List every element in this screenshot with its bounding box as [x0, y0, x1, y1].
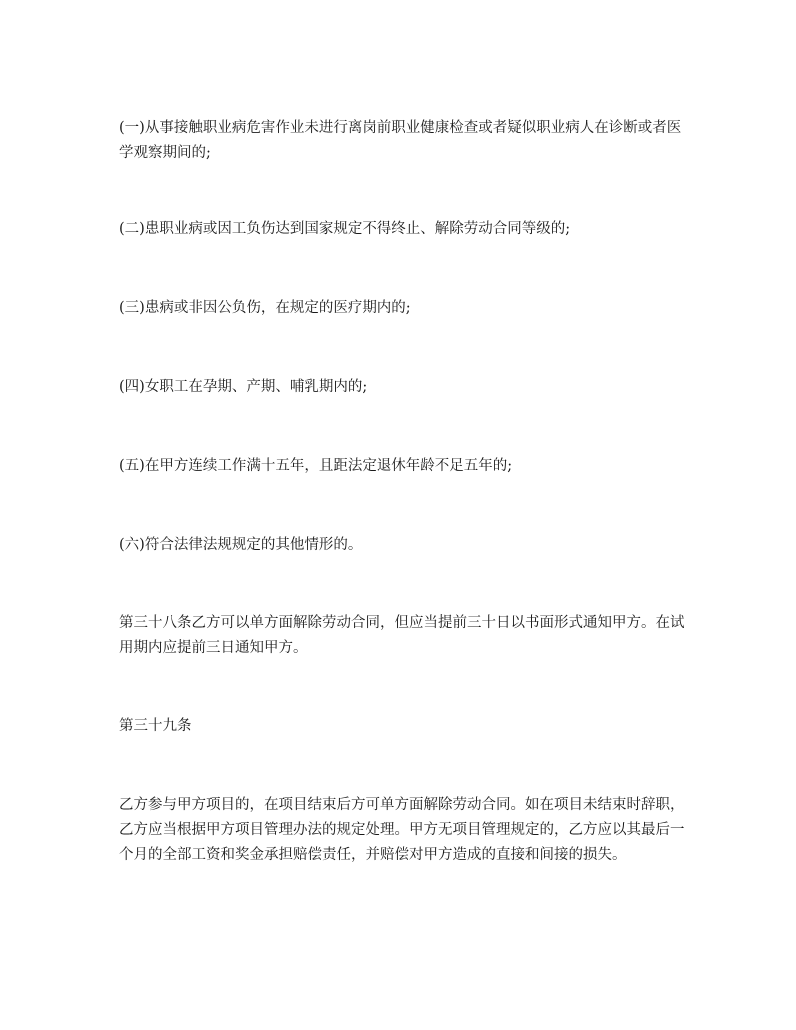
article-39-body: 乙方参与甲方项目的，在项目结束后方可单方面解除劳动合同。如在项目未结束时辞职，乙方应当根据甲方项目管理办法的规定处理。甲方无项目管理规定的，乙方应以其最后一个月的全部工资和奖金承担赔偿责任，并赔偿对甲方造成的直接和间接的损失。	[119, 797, 685, 863]
clause-item-5: (五)在甲方连续工作满十五年，且距法定退休年龄不足五年的;	[119, 458, 513, 474]
clause-item-4: (四)女职工在孕期、产期、哺乳期内的;	[119, 379, 368, 395]
clause-item-1: (一)从事接触职业病危害作业未进行离岗前职业健康检查或者疑似职业病人在诊断或者医学观察期间的;	[119, 120, 682, 161]
article-39-heading: 第三十九条	[119, 718, 192, 734]
clause-item-3: (三)患病或非因公负伤，在规定的医疗期内的;	[119, 300, 411, 316]
clause-item-6: (六)符合法律法规规定的其他情形的。	[119, 537, 363, 553]
clause-item-2: (二)患职业病或因工负伤达到国家规定不得终止、解除劳动合同等级的;	[119, 221, 571, 237]
article-38: 第三十八条乙方可以单方面解除劳动合同，但应当提前三十日以书面形式通知甲方。在试用期内应提前三日通知甲方。	[119, 615, 685, 656]
